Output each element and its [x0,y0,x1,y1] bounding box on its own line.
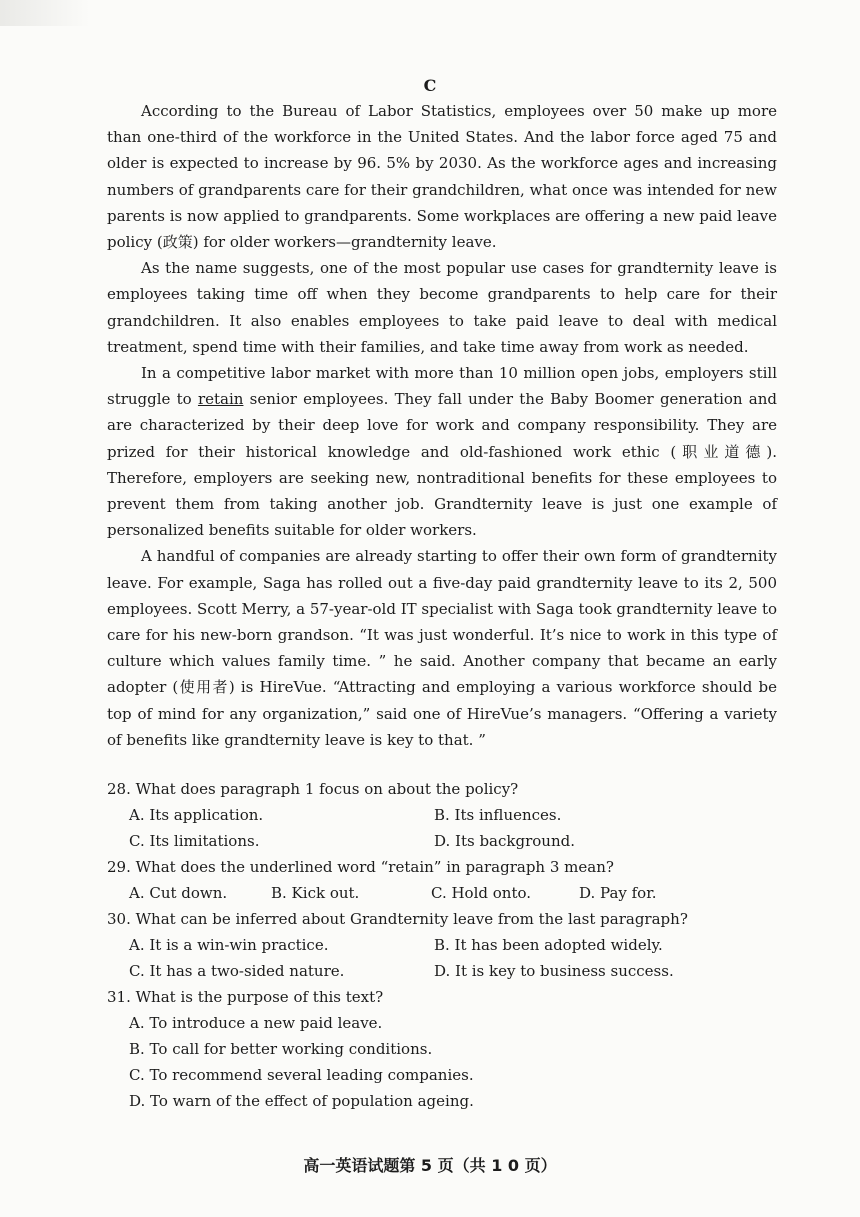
question-stem: 28. What does paragraph 1 focus on about the policy? [107,780,519,798]
paragraph-4: A handful of companies are already starting to offer their own form of grandternity leave. For example, Saga has rolled out a five-day paid grandternity leave to its 2, 500 employees. Scott Merry, a 57-year-old IT specialist with Saga took grandternity leave to care for his new-born grandson. “It was just wonderful. It’s nice to work in this type of culture which values family time. ” he said. Another company that became an early adopter (使用者) is HireVue. “Attracting and employing a various workforce should be top of mind for any organization,” said one of HireVue’s managers. “Offering a variety of benefits like grandternity leave is key to that. ” [107,547,777,749]
paragraph-3 [107,360,777,543]
paragraph-2: As the name suggests, one of the most popular use cases for grandternity leave is employees taking time off when they become grandparents to help care for their grandchildren. It also enables employees to take paid leave to deal with medical treatment, spend time with their families, and take time away from work as needed. [107,259,777,356]
question-stem: 29. What does the underlined word “retain” in paragraph 3 mean? [107,858,614,876]
option-b: B. To call for better working conditions. [129,1040,433,1058]
question-31 [107,984,727,1114]
paragraph-3-end: senior employees. They fall under the Baby Boomer generation and are characterized by their deep love for work and company responsibility. They are prized for their historical knowledge and old-fashioned work ethic (职业道德). Therefore, employers are seeking new, nontraditional benefits for these employees to prevent them from taking another job. Grandternity leave is just one example of personalized benefits suitable for older workers. [107,390,778,540]
option-d: D. To warn of the effect of population ageing. [129,1092,474,1110]
reading-passage [107,98,777,753]
option-b: B. Its influences. [434,806,562,824]
paragraph-3-start: In a competitive labor market with more than 10 million open jobs, employers still struggle to [107,364,777,409]
answer-options [129,802,727,854]
question-29 [107,854,727,906]
option-b: B. It has been adopted widely. [434,936,663,954]
question-stem: 30. What can be inferred about Grandternity leave from the last paragraph? [107,910,688,928]
option-c: C. It has a two-sided nature. [129,962,345,980]
option-c: C. Hold onto. [431,884,532,902]
answer-options [129,932,727,984]
question-list [107,776,727,1114]
answer-options [129,880,727,906]
scan-smudge [0,0,90,26]
paragraph-1: According to the Bureau of Labor Statistics, employees over 50 make up more than one-third of the workforce in the United States. And the labor force aged 75 and older is expected to increase by 96. 5% by 2030. As the workforce ages and increasing numbers of grandparents care for their grandchildren, what once was intended for new parents is now applied to grandparents. Some workplaces are offering a new paid leave policy (政策) for older workers—grandternity leave. [107,102,777,252]
question-stem: 31. What is the purpose of this text? [107,988,384,1006]
option-b: B. Kick out. [271,884,360,902]
page-footer: 高一英语试题第 5 页（共 1 0 页） [303,1156,557,1175]
option-d: D. Pay for. [579,884,657,902]
option-c: C. To recommend several leading companies. [129,1066,474,1084]
section-heading: C [423,76,437,95]
option-a: A. It is a win-win practice. [129,936,329,954]
option-a: A. Cut down. [129,884,228,902]
option-a: A. To introduce a new paid leave. [129,1014,383,1032]
option-a: A. Its application. [129,806,264,824]
option-c: C. Its limitations. [129,832,260,850]
answer-options [129,1010,727,1114]
option-d: D. It is key to business success. [434,962,674,980]
option-d: D. Its background. [434,832,575,850]
question-30 [107,906,727,984]
question-28 [107,776,727,854]
underlined-word-retain: retain [197,390,244,409]
